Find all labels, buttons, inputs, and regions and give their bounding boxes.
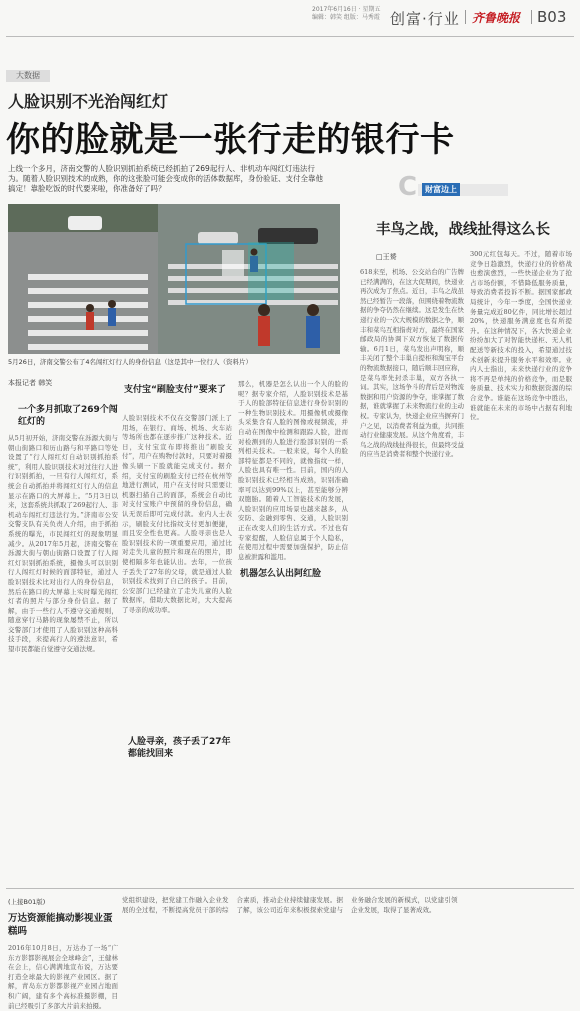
column-label-name: 财富边上: [422, 183, 460, 196]
section-title: 创富·行业: [390, 10, 460, 28]
page-number: B03: [537, 8, 567, 26]
bottom-continued-body: 党组织建设，把党建工作融入企业发展的全过程，不断提高党员干部的综合素质，推动企业持续健康发展。据了解，该公司近年来积极探索党建与业务融合发展的新模式，以党建引领企业发展，取得了显著成效。: [122, 896, 458, 914]
article-tag: 大数据: [6, 70, 50, 82]
issue-meta: [312, 6, 380, 22]
column-label: [398, 172, 558, 202]
editor-credits: 编辑：韩笑 组版：马秀霞: [312, 14, 380, 21]
article-lead: 上线一个多月，济南交警的人脸识别抓拍系统已经抓拍了269起行人、非机动车闯红灯违法行为。随着人脸识别技术的成熟，你的这张脸可能会变成你的活体数据库，身份验证、支付全靠他搞定！靠脸吃饭的时代要来啦，你准备好了吗？: [8, 164, 323, 193]
subhead-find-family: 人脸寻亲，孩子丢了27年都能找回来: [128, 737, 231, 759]
bottom-article-body: 2016年10月8日，万达办了一场“广东方影都影视展会全球峰会”，王健林在会上，信心满满地宣布说，万达要打造全球最大的影视产业园区。据了解，青岛东方影都影视产业园占地面积广阔，建有多个高标准摄影棚，目前已经吸引了多部大片前来拍摄。: [8, 944, 118, 1010]
newspaper-logo: 齐鲁晚报: [472, 11, 521, 25]
article-body-column-1: 从5月初开始，济南交警在泺源大街与朝山街路口和历山路与和平路口等处设置了“行人闯红灯自动识别抓拍系统”，利用人脸识别技术对过往行人进行识别抓拍，一旦有行人闯红灯，系统会自动抓拍并将闯红灯行人的信息显示在路口的大屏幕上。“5月3日以来，这套系统共抓取了269起行人、非机动车闯红灯违法行为。”济南市公安交警支队有关负责人介绍，由于抓拍系统的曝光，市民闯红灯的现象明显减少。从2017年5月起，济南交警在泺源大街与朝山街路口设置了行人闯红灯识别抓拍系统，摄像头可以识别行人闯红灯时候的面部特征，通过人脸识别技术比对出行人的身份信息，然后在路口的大屏幕上实时曝光闯红灯者的照片与部分身份信息。据了解，由于一些行人不遵守交通规则，随意穿行马路的现象屡禁不止，所以交警部门才使用了人脸识别这种高科技手段，来提高行人的遵法意识，希望市民都能自觉遵守交通法规。: [8, 434, 118, 654]
section-divider-rule: [6, 888, 574, 889]
column-byline: □王赟: [376, 253, 397, 261]
subhead-red-light: 一个多月抓取了269个闯红灯的: [18, 405, 118, 427]
article-body-column-2: 人脸识别技术不仅在交警部门派上了用场，在银行、商场、机场、火车站等场所也都在逐步推广这种技术。近日，支付宝宣布即将推出“刷脸支付”，用户在购物付款时，只要对着摄像头刷一下脸就能完成支付。据介绍，支付宝的刷脸支付已经在杭州等地进行测试，用户在支付时只需要让机器扫描自己的面部，系统会自动比对支付宝账户中预留的身份信息，确认无误后即可完成付款。业内人士表示，刷脸支付比指纹支付更加便捷，而且安全性也更高。人脸寻亲也是人脸识别技术的一项重要应用，通过比对走失儿童的照片和现在的照片，即使相隔多年也能认出。去年，一位孩子丢失了27年的父母，就是通过人脸识别技术找到了自己的孩子。目前，公安部门已经建立了走失儿童的人脸数据库，借助大数据比对，大大提高了寻亲的成功率。: [122, 414, 232, 614]
header-rule: [6, 36, 574, 37]
issue-date: 2017年6月16日 · 星期五: [312, 6, 381, 13]
bottom-article-headline: 万达资源能搞动影视业蛋糕吗: [8, 913, 113, 937]
column-body-column-1: 618来至，机场、公交站台的广告牌已经满满的，在这大促期间，快递业再次成为了焦点。近日，丰鸟之战虽然已经暂告一段落，但围绕着物流数据的争夺仍然在继续。这是发生在快递行业的一次大规模的数据之争，顺丰和菜鸟互相指责对方，最终在国家邮政局的协调下双方恢复了数据传输。6月1日，菜鸟发出声明称，顺丰关闭了整个丰巢自提柜和淘宝平台的物流数据接口，随后顺丰回应称，是菜鸟率先封杀丰巢，双方各执一词。其实，这场争斗的背后是对物流数据和用户资源的争夺，谁掌握了数据，谁就掌握了未来物流行业的主动权。专家认为，快递企业应当摒弃门户之见，以消费者利益为重，共同推动行业健康发展。从这个角度看，丰鸟之战的战线扯得很长，但最终受益的应当是消费者和整个快递行业。: [360, 268, 464, 459]
article-headline: 你的脸就是一张行走的银行卡: [6, 120, 455, 160]
header-divider: [465, 10, 466, 24]
header-divider: [531, 10, 532, 24]
page-header: [0, 0, 580, 36]
subhead-face-pay: 支付宝“刷脸支付”要来了: [124, 385, 226, 395]
news-photo: [8, 204, 340, 354]
subhead-machine-recognize: 机器怎么认出阿红脸: [240, 569, 322, 579]
column-body-column-2: 300元红包每天。不过，随着市场竞争日趋激烈，快递行业的价格战也愈演愈烈，一些快递企业为了抢占市场份额，不惜降低服务质量，导致消费者投诉不断。据国家邮政局统计，今年一季度，全国快递业务量完成近80亿件，同比增长超过20%，快递服务满意度也有所提升。在这种情况下，各大快递企业纷纷加大了对智能快递柜、无人机配送等新技术的投入，希望通过技术创新来提升服务水平和效率。业内人士指出，未来快递行业的竞争将不再是单纯的价格竞争，而是服务质量、技术实力和数据资源的综合竞争。谁能在这场竞争中胜出，谁就能在未来的市场中占据有利地位。: [470, 250, 572, 422]
article-body-column-3: 那么，机器是怎么认出一个人的脸的呢？据专家介绍，人脸识别技术是基于人的脸部特征信息进行身份识别的一种生物识别技术。用摄像机或摄像头采集含有人脸的图像或视频流，并自动在图像中检测和跟踪人脸，进而对检测到的人脸进行脸部识别的一系列相关技术。一般来说，每个人的脸部特征都是不同的，就像指纹一样，人脸也具有唯一性。目前，国内的人脸识别技术已经相当成熟，识别准确率可以达到99%以上，甚至能够分辨双胞胎。随着人工智能技术的发展，人脸识别的应用场景也越来越多，从安防、金融到零售、交通，人脸识别正在改变人们的生活方式。不过也有专家提醒，人脸信息属于个人隐私，在使用过程中需要加强保护，防止信息被泄露和滥用。: [238, 380, 348, 561]
street-scene-image: [8, 204, 340, 354]
continued-tag: (上接B01版): [8, 898, 46, 906]
article-kicker: 人脸识别不光治闯红灯: [8, 92, 169, 111]
column-label-letter: C: [398, 172, 418, 202]
article-byline: 本报记者 韩笑: [8, 379, 53, 387]
column-headline: 丰鸟之战，战线扯得这么长: [376, 222, 550, 238]
photo-caption: 5月26日，济南交警公布了4名闯红灯行人的身份信息（这是其中一位行人（资料片）: [8, 358, 253, 366]
